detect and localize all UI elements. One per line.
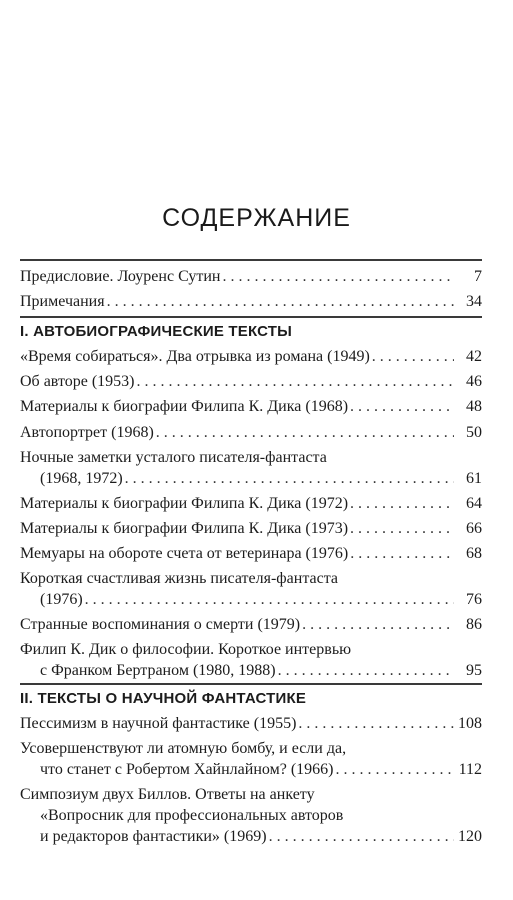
toc-entry-title: Филип К. Дик о философии. Короткое интервью [20,641,352,659]
leader-dots [85,589,454,610]
page-number: 61 [466,469,482,487]
page-number: 112 [458,761,482,779]
toc-entry-title: Материалы к биографии Филипа К. Дика (1972) [20,494,349,512]
toc-entry[interactable] [20,291,482,312]
toc-entry-title: Странные воспоминания о смерти (1979) [20,616,301,633]
section-heading: II. ТЕКСТЫ О НАУЧНОЙ ФАНТАСТИКЕ [20,690,307,707]
toc-entry-title: Автопортрет (1968) [20,423,154,441]
page-number: 42 [466,348,482,365]
toc-entry-title: Примечания [20,293,105,311]
leader-dots [350,493,454,514]
toc-entry-title: Предисловие. Лоуренс Сутин [20,268,221,285]
toc-entry[interactable] [20,346,482,367]
divider [20,316,482,318]
toc-entry-title: Ночные заметки усталого писателя-фантаста [20,448,327,466]
toc-entry[interactable] [20,639,482,681]
leader-dots [222,266,454,287]
toc-entry-title: и редакторов фантастики» (1969) [40,828,267,845]
page-title: СОДЕРЖАНИЕ [162,204,351,232]
toc-entry-title: Материалы к биографии Филипа К. Дика (1973) [20,519,349,537]
toc-entry[interactable] [20,568,482,610]
toc-entry-title: Короткая счастливая жизнь писателя-фантаста [20,570,339,588]
page-number: 50 [466,423,482,441]
leader-dots [350,543,454,564]
toc-entry[interactable] [20,371,482,392]
toc-entry[interactable] [20,447,482,489]
leader-dots [125,468,454,489]
page-number: 7 [474,268,482,285]
show-through-text [60,0,513,28]
divider [20,683,482,685]
toc-entry-title: Об авторе (1953) [20,373,135,391]
leader-dots [302,614,454,635]
page-number: 120 [458,828,482,845]
toc-entry[interactable] [20,784,482,847]
toc-entry[interactable] [20,493,482,514]
toc-entry-title: (1968, 1972) [40,469,123,487]
leader-dots [156,422,454,443]
divider [20,259,482,261]
toc-entry[interactable] [20,396,482,417]
section-heading: I. АВТОБИОГРАФИЧЕСКИЕ ТЕКСТЫ [20,323,293,340]
toc-entry[interactable] [20,266,482,287]
toc-entry-title: (1976) [40,591,83,609]
toc-entry-title: «Вопросник для профессиональных авторов [40,807,344,824]
toc-entry-title: Усовершенствуют ли атомную бомбу, и если да, [20,740,347,758]
leader-dots [107,291,454,312]
toc-entry[interactable] [20,713,482,734]
leader-dots [269,826,454,847]
page-number: 64 [466,494,482,512]
page-number: 86 [466,616,482,633]
leader-dots [350,518,454,539]
toc-entry-title: Симпозиум двух Биллов. Ответы на анкету [20,786,315,803]
page-number: 76 [466,591,482,609]
toc-entry-title: Пессимизм в научной фантастике (1955) [20,715,297,732]
toc-entry-title: что станет с Робертом Хайнлайном? (1966) [40,761,334,779]
leader-dots [298,713,454,734]
leader-dots [372,346,454,367]
leader-dots [137,371,455,392]
toc-entry-title: «Время собираться». Два отрывка из романа (1949) [20,348,370,365]
toc-entry[interactable] [20,614,482,635]
toc-entry-title: с Франком Бертраном (1980, 1988) [40,662,276,680]
leader-dots [278,660,454,681]
toc-entry-title: Материалы к биографии Филипа К. Дика (1968) [20,398,349,416]
page-number: 46 [466,373,482,391]
leader-dots [350,396,454,417]
toc-entry[interactable] [20,738,482,780]
leader-dots [335,759,454,780]
page-number: 95 [466,662,482,680]
page-number: 34 [466,293,482,311]
toc-entry[interactable] [20,543,482,564]
page-number: 66 [466,519,482,537]
page-number: 108 [458,715,482,732]
page-number: 48 [466,398,482,416]
toc-entry[interactable] [20,518,482,539]
page-number: 68 [466,545,482,562]
toc-entry-title: Мемуары на обороте счета от ветеринара (1976) [20,545,349,562]
toc-entry[interactable] [20,422,482,443]
